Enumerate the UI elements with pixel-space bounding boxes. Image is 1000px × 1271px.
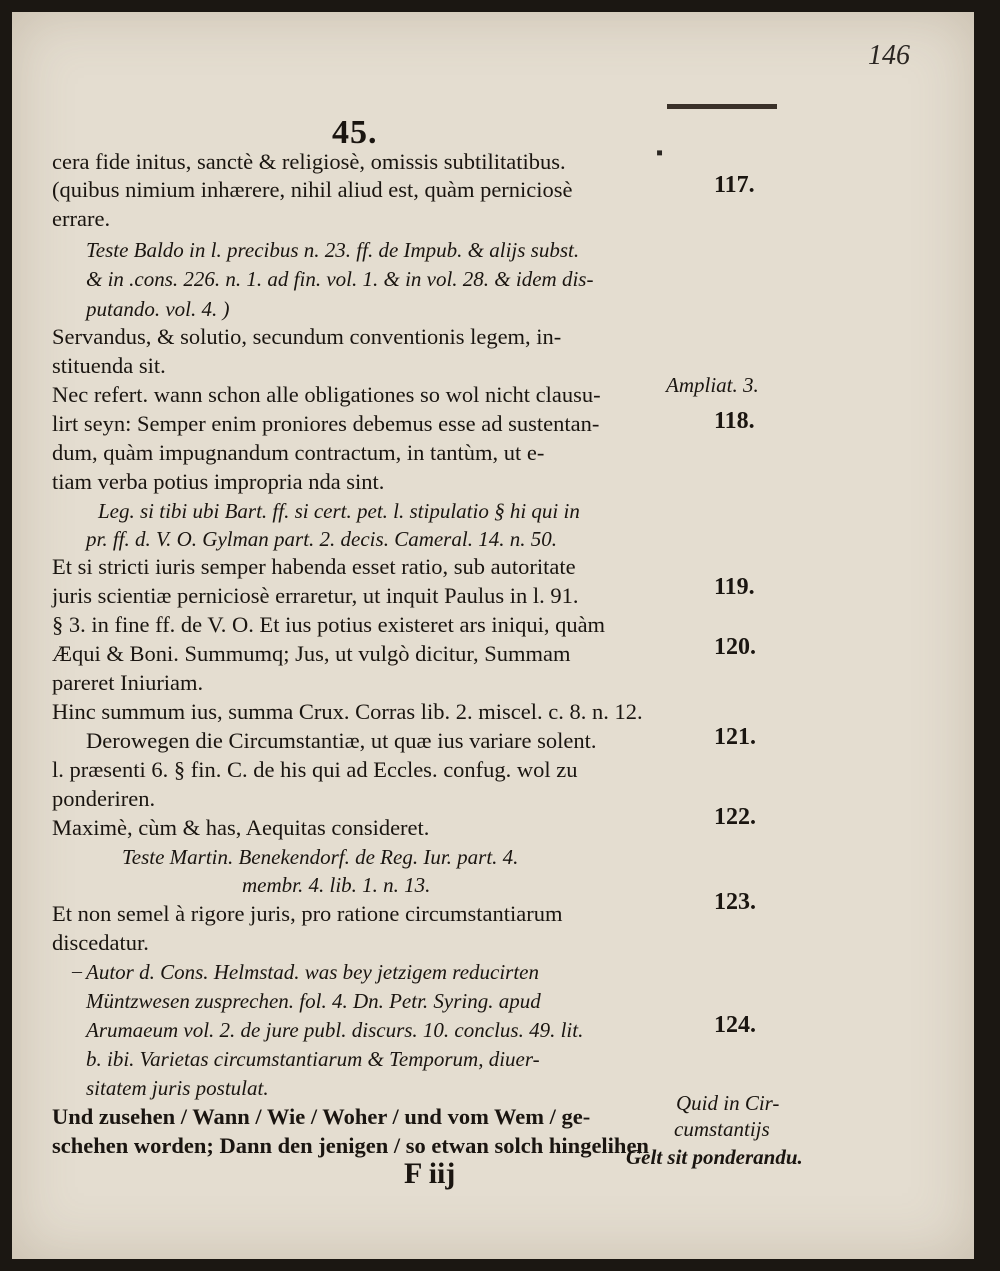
- text-line: Et non semel à rigore juris, pro ratione circumstantiarum: [52, 901, 563, 926]
- margin-mark: ▪: [656, 142, 664, 164]
- citation-line: Leg. si tibi ubi Bart. ff. si cert. pet. l. stipulatio § hi qui in: [98, 499, 580, 523]
- margin-number: 124.: [714, 1012, 756, 1038]
- text-line: Æqui & Boni. Summumq; Jus, ut vulgò dicitur, Summam: [52, 641, 571, 666]
- header-rule: [667, 104, 777, 109]
- text-line: l. præsenti 6. § fin. C. de his qui ad Eccles. confug. wol zu: [52, 757, 578, 782]
- margin-note-gelt: Gelt sit ponderandu.: [626, 1145, 803, 1169]
- margin-note-ampliat: Ampliat. 3.: [666, 373, 759, 397]
- text-line: cera fide initus, sanctè & religiosè, omissis subtilitatibus.: [52, 149, 566, 174]
- text-line: Servandus, & solutio, secundum conventionis legem, in-: [52, 324, 562, 349]
- citation-line: pr. ff. d. V. O. Gylman part. 2. decis. Cameral. 14. n. 50.: [86, 527, 557, 551]
- margin-number: 121.: [714, 724, 756, 750]
- text-line: juris scientiæ perniciosè erraretur, ut inquit Paulus in l. 91.: [52, 583, 579, 608]
- text-line: Nec refert. wann schon alle obligationes so wol nicht clausu-: [52, 382, 601, 407]
- text-line: Maximè, cùm & has, Aequitas consideret.: [52, 815, 430, 840]
- text-line: Et si stricti iuris semper habenda esset ratio, sub autoritate: [52, 554, 576, 579]
- citation-line: Teste Martin. Benekendorf. de Reg. Iur. part. 4.: [122, 845, 519, 869]
- text-line: ponderiren.: [52, 786, 156, 811]
- margin-number: 123.: [714, 889, 756, 915]
- text-line: discedatur.: [52, 930, 149, 955]
- citation-line: Teste Baldo in l. precibus n. 23. ff. de Impub. & alijs subst.: [86, 238, 580, 262]
- page-stamp: 146: [868, 40, 910, 71]
- text-line: dum, quàm impugnandum contractum, in tantùm, ut e-: [52, 440, 545, 465]
- margin-number: 122.: [714, 804, 756, 830]
- citation-line: membr. 4. lib. 1. n. 13.: [242, 873, 431, 897]
- text-line: § 3. in fine ff. de V. O. Et ius potius existeret ars iniqui, quàm: [52, 612, 606, 637]
- text-line: Derowegen die Circumstantiæ, ut quæ ius variare solent.: [86, 728, 597, 753]
- text-line: Hinc summum ius, summa Crux. Corras lib. 2. miscel. c. 8. n. 12.: [52, 699, 643, 724]
- margin-number: 117.: [714, 172, 755, 198]
- citation-line: Arumaeum vol. 2. de jure publ. discurs. 10. conclus. 49. lit.: [86, 1018, 584, 1042]
- page-number: 45.: [332, 114, 378, 151]
- text-line: lirt seyn: Semper enim proniores debemus esse ad sustentan-: [52, 411, 600, 436]
- margin-number: 120.: [714, 634, 756, 660]
- text-line: errare.: [52, 206, 111, 231]
- text-line: tiam verba potius impropria nda sint.: [52, 469, 385, 494]
- margin-note-circumstantiis: cumstantijs: [674, 1117, 770, 1141]
- citation-line: Müntzwesen zusprechen. fol. 4. Dn. Petr. Syring. apud: [86, 989, 541, 1013]
- text-line: Und zusehen / Wann / Wie / Woher / und vom Wem / ge-: [52, 1104, 591, 1129]
- citation-line: putando. vol. 4. ): [86, 297, 230, 321]
- text-line: (quibus nimium inhærere, nihil aliud est, quàm perniciosè: [52, 177, 573, 202]
- margin-note-circumstantiis: Quid in Cir-: [676, 1091, 780, 1115]
- signature-mark: F iij: [404, 1157, 456, 1190]
- text-line: schehen worden; Dann den jenigen / so etwan solch hingelihen: [52, 1133, 649, 1158]
- margin-number: 118.: [714, 408, 755, 434]
- citation-line: & in .cons. 226. n. 1. ad fin. vol. 1. & in vol. 28. & idem dis-: [86, 267, 594, 291]
- text-line: pareret Iniuriam.: [52, 670, 204, 695]
- manuscript-page: [12, 12, 974, 1259]
- citation-line: b. ibi. Varietas circumstantiarum & Temporum, diuer-: [86, 1047, 540, 1071]
- margin-number: 119.: [714, 574, 755, 600]
- citation-line: sitatem juris postulat.: [86, 1076, 269, 1100]
- citation-line: Autor d. Cons. Helmstad. was bey jetzigem reducirten: [86, 960, 540, 984]
- margin-dash: –: [72, 960, 82, 982]
- text-line: stituenda sit.: [52, 353, 166, 378]
